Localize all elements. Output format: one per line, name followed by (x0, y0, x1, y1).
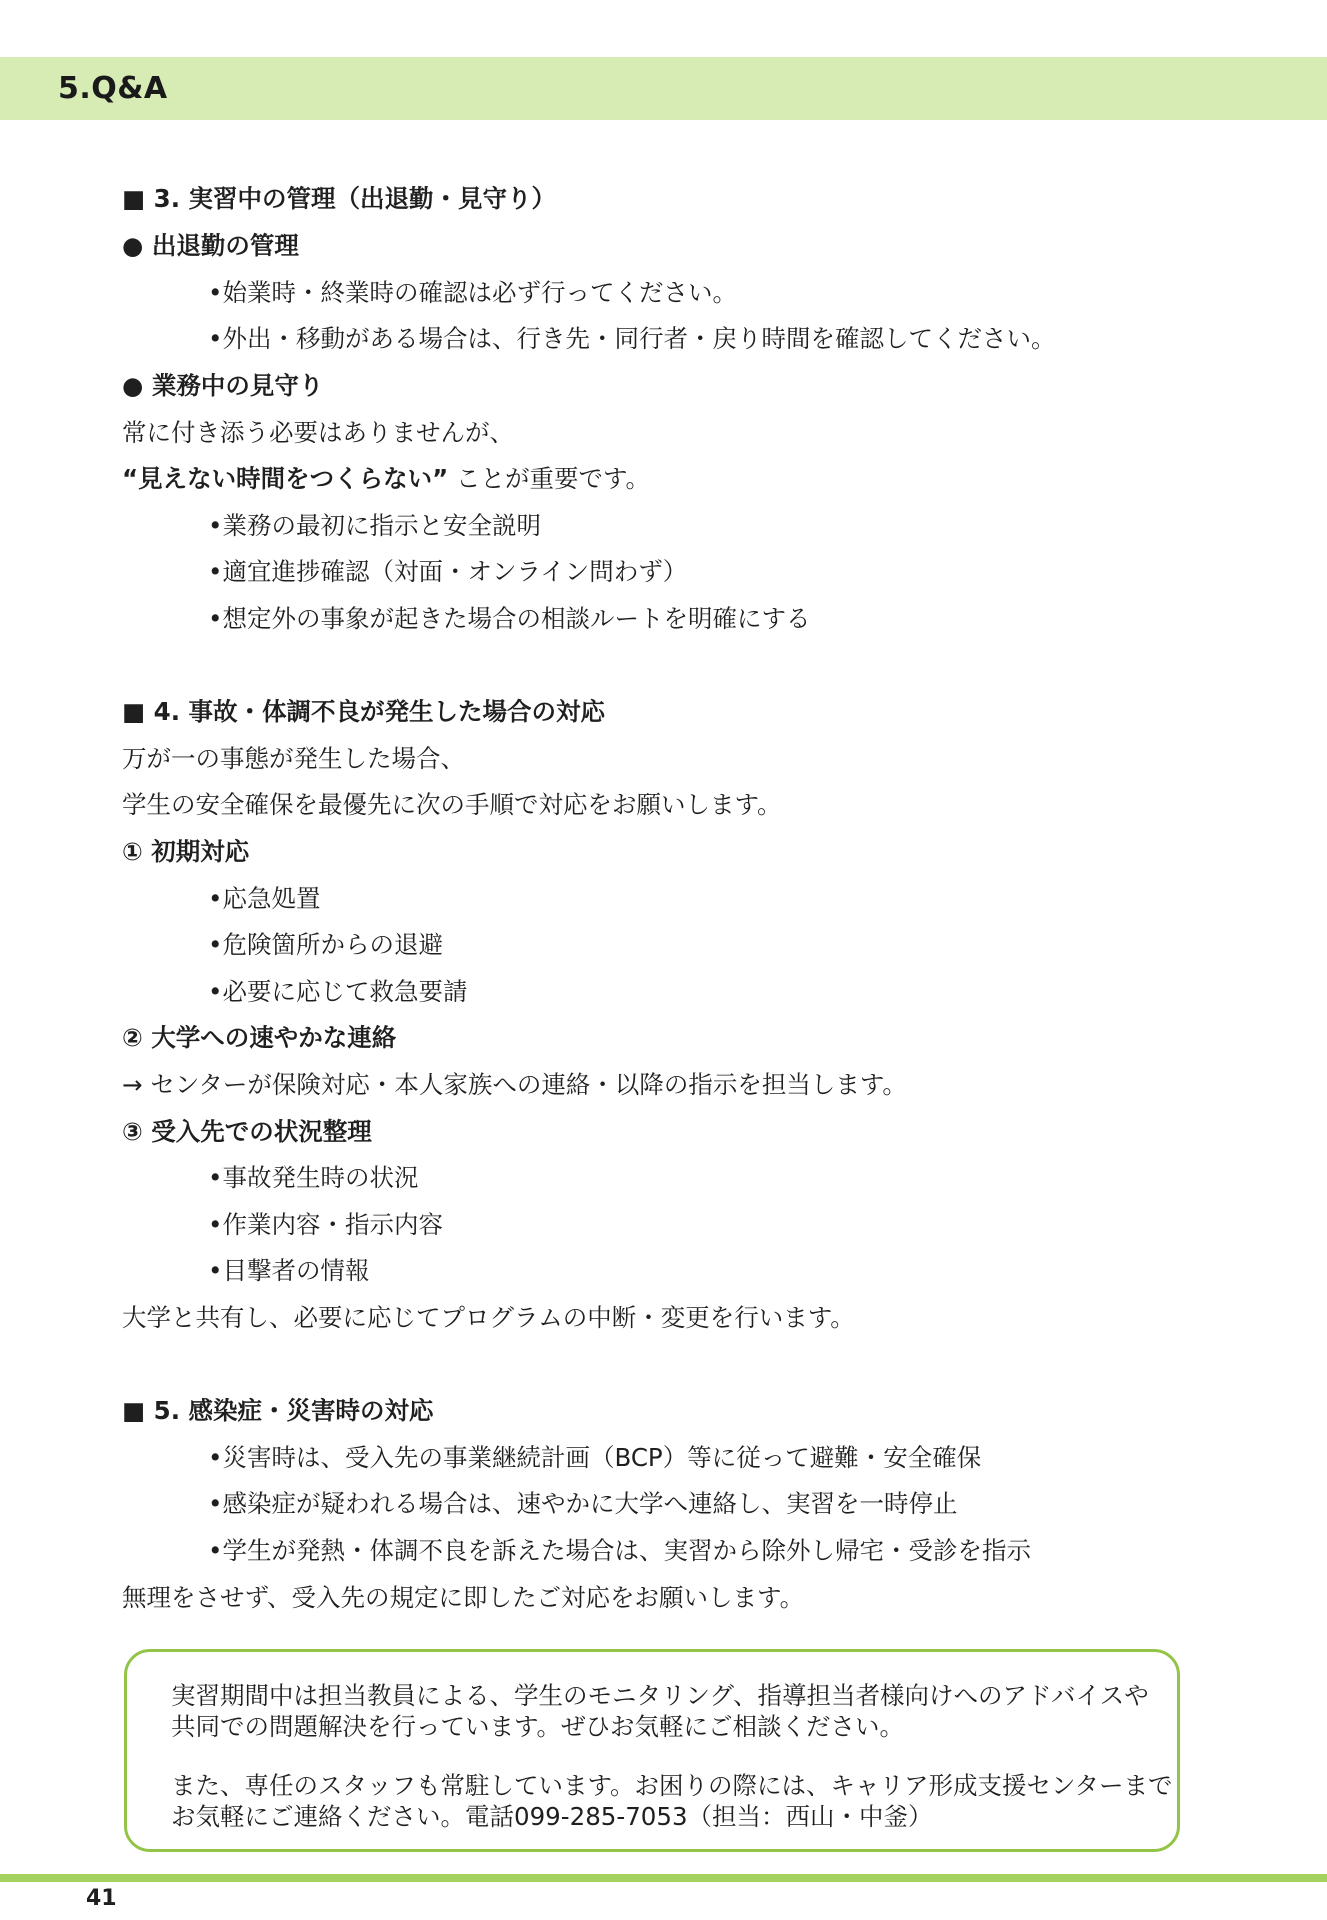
section-header-band (0, 57, 1327, 120)
info-line-2: 共同での問題解決を行っています。ぜひお気軽にご相談ください。 (171, 1712, 905, 1741)
section-4-text-1: 万が一の事態が発生した場合、 (122, 744, 465, 773)
section-title: 5.Q&A (58, 71, 168, 106)
section-5-item-1: •災害時は、受入先の事業継続計画（BCP）等に従って避難・安全確保 (208, 1443, 982, 1472)
watch-item-2: •適宜進捗確認（対面・オンライン問わず） (208, 557, 688, 586)
section-5-item-2: •感染症が疑われる場合は、速やかに大学へ連絡し、実習を一時停止 (208, 1489, 958, 1518)
attendance-item-2: •外出・移動がある場合は、行き先・同行者・戻り時間を確認してください。 (208, 324, 1056, 353)
step-3-heading: ③ 受入先での状況整理 (122, 1117, 372, 1146)
section-3-heading: ■ 3. 実習中の管理（出退勤・見守り） (122, 184, 557, 213)
step-2-heading: ② 大学への速やかな連絡 (122, 1023, 397, 1052)
section-5-item-3: •学生が発熱・体調不良を訴えた場合は、実習から除外し帰宅・受診を指示 (208, 1536, 1031, 1565)
attendance-heading: ● 出退勤の管理 (122, 231, 299, 260)
section-4-text-2: 学生の安全確保を最優先に次の手順で対応をお願いします。 (122, 790, 782, 819)
watch-emphasis: “見えない時間をつくらない” (122, 464, 449, 493)
step-1-item-3: •必要に応じて救急要請 (208, 977, 468, 1006)
section-5-heading: ■ 5. 感染症・災害時の対応 (122, 1396, 434, 1425)
watch-item-1: •業務の最初に指示と安全説明 (208, 511, 541, 540)
info-line-1: 実習期間中は担当教員による、学生のモニタリング、指導担当者様向けへのアドバイスや (171, 1681, 1149, 1710)
step-3-item-1: •事故発生時の状況 (208, 1163, 419, 1192)
footer-bar (0, 1874, 1327, 1882)
step-2-text: → センターが保険対応・本人家族への連絡・以降の指示を担当します。 (122, 1070, 907, 1099)
info-line-3: また、専任のスタッフも常駐しています。お困りの際には、キャリア形成支援センターまで (171, 1771, 1173, 1800)
step-1-heading: ① 初期対応 (122, 837, 250, 866)
section-5-closing: 無理をさせず、受入先の規定に即したご対応をお願いします。 (122, 1583, 805, 1612)
info-line-4: お気軽にご連絡ください。電話099-285-7053（担当：西山・中釜） (171, 1802, 933, 1831)
step-3-item-2: •作業内容・指示内容 (208, 1210, 443, 1239)
step-3-item-3: •目撃者の情報 (208, 1256, 370, 1285)
watch-text-2-rest: ことが重要です。 (448, 464, 651, 493)
watch-item-3: •想定外の事象が起きた場合の相談ルートを明確にする (208, 604, 811, 633)
section-4-heading: ■ 4. 事故・体調不良が発生した場合の対応 (122, 697, 606, 726)
attendance-item-1: •始業時・終業時の確認は必ず行ってください。 (208, 278, 737, 307)
watch-text-1: 常に付き添う必要はありませんが、 (122, 418, 514, 447)
watch-text-2 (122, 462, 650, 496)
page-number: 41 (86, 1886, 117, 1911)
step-1-item-2: •危険箇所からの退避 (208, 930, 443, 959)
contact-info-box (124, 1649, 1180, 1852)
section-4-closing: 大学と共有し、必要に応じてプログラムの中断・変更を行います。 (122, 1303, 855, 1332)
step-1-item-1: •応急処置 (208, 884, 321, 913)
watch-heading: ● 業務中の見守り (122, 371, 324, 400)
